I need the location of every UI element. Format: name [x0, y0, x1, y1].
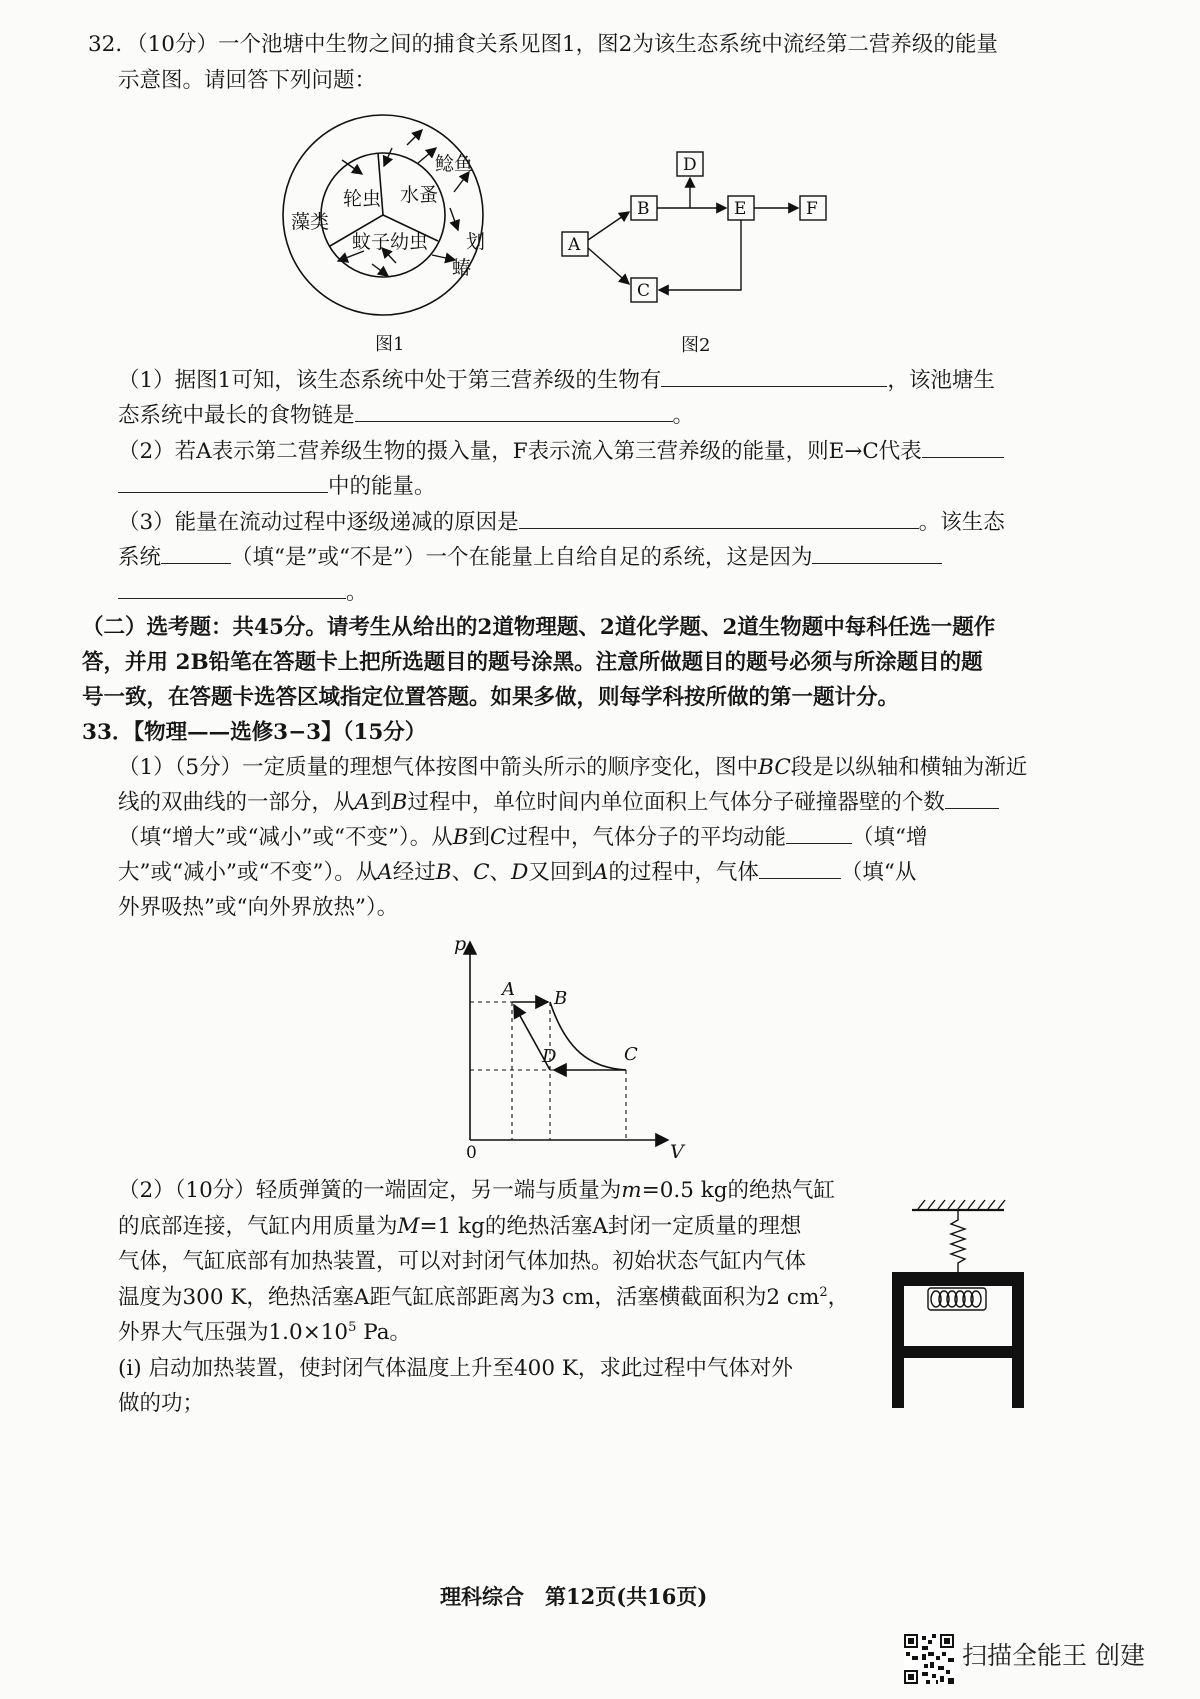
q33-part2-line-4: 温度为300 K，绝热活塞A距气缸底部距离为3 cm，活塞横截面积为2 $cm^2$， — [118, 1284, 850, 1310]
answer-blank-heat[interactable] — [759, 856, 841, 879]
section2-line-2: 答，并用 2B铅笔在答题卡上把所选题目的题号涂黑。注意所做题目的题号必须与所涂题目的题 — [82, 650, 983, 675]
segment-b-c — [550, 1002, 626, 1070]
q32-p1-line-2: 态系统中最长的食物链是 。 — [118, 399, 694, 432]
answer-blank-collisions[interactable] — [945, 786, 999, 809]
q33-title: 33．【物理——选修3−3】（15分） — [82, 720, 427, 745]
p-axis-label: p — [454, 933, 467, 955]
qr-code-icon — [904, 1634, 954, 1684]
node-b: B — [637, 199, 650, 219]
q33-part2-line-6: (i) 启动加热装置，使封闭气体温度上升至400 K，求此过程中气体对外 — [118, 1356, 793, 1381]
q32-p3-line-2: 系统 （填“是”或“不是”）一个在能量上自给自足的系统，这是因为 — [118, 541, 942, 574]
node-a: A — [568, 235, 581, 255]
answer-blank-third-level[interactable] — [661, 364, 887, 387]
node-e: E — [734, 199, 747, 219]
node-f: F — [806, 199, 818, 219]
q32-p3-line-3: 。 — [118, 576, 368, 609]
pv-graph — [440, 932, 700, 1160]
point-b-label: B — [554, 988, 568, 1009]
figure-2-caption: 图2 — [681, 335, 711, 356]
q33-part2-line-5: 外界大气压强为$1.0\times 10^5$ Pa。 — [118, 1319, 412, 1345]
q33-part1-line-3: （填“增大”或“减小”或“不变”）。从B到C过程中，气体分子的平均动能 （填“增 — [118, 821, 928, 854]
q33-part1-line-4: 大”或“减小”或“不变”）。从A经过B、C、D又回到A的过程中，气体 （填“从 — [118, 856, 916, 889]
answer-blank-kinetic-energy[interactable] — [786, 821, 852, 844]
cylinder-wall-right — [1012, 1286, 1024, 1408]
figure-1-food-web — [280, 108, 510, 358]
figure-2-energy-flow — [556, 140, 856, 360]
section2-line-1: （二）选考题：共45分。请考生从给出的2道物理题、2道化学题、2道生物题中每科任选一题作 — [82, 615, 996, 640]
scanner-watermark: 扫描全能王 创建 — [962, 1641, 1145, 1670]
q33-part2-line-3: 气体，气缸底部有加热装置，可以对封闭气体加热。初始状态气缸内气体 — [118, 1249, 807, 1274]
label-algae: 藻类 — [291, 211, 330, 233]
cylinder-wall-left — [892, 1286, 904, 1408]
q33-part2-line-1: （2）（10分）轻质弹簧的一端固定，另一端与质量为m=0.5 kg的绝热气缸 — [118, 1178, 836, 1203]
label-water-boatman-1: 划 — [466, 231, 486, 253]
answer-blank-e-to-c-1[interactable] — [922, 435, 1004, 458]
q33-part2-line-7: 做的功； — [118, 1391, 205, 1416]
label-carp: 鲶鱼 — [435, 153, 474, 175]
q32-line-2: 示意图。请回答下列问题： — [118, 68, 377, 93]
point-d-label: D — [542, 1046, 557, 1067]
q33-part2-line-2: 的底部连接，气缸内用质量为M=1 kg的绝热活塞A封闭一定质量的理想 — [118, 1214, 802, 1239]
label-waterflea: 水蚤 — [400, 184, 439, 206]
q32-line-1: 32．（10分）一个池塘中生物之间的捕食关系见图1，图2为该生态系统中流经第二营养级的能量 — [88, 32, 998, 57]
answer-blank-e-to-c-2[interactable] — [118, 470, 328, 493]
answer-blank-self-sufficient[interactable] — [161, 541, 231, 564]
q33-part1-line-1: （1）（5分）一定质量的理想气体按图中箭头所示的顺序变化，图中BC段是以纵轴和横轴为渐近 — [118, 755, 1028, 780]
point-a-label: A — [502, 979, 515, 1000]
page-footer: 理科综合 第12页(共16页) — [440, 1584, 708, 1609]
label-water-boatman-2: 蝽 — [452, 257, 472, 279]
figure-1-caption: 图1 — [375, 334, 405, 355]
origin-label: 0 — [466, 1143, 477, 1160]
answer-blank-longest-chain[interactable] — [355, 399, 673, 422]
spring — [951, 1210, 965, 1272]
heater-coil — [928, 1288, 986, 1310]
q33-part1-line-2: 线的双曲线的一部分，从A到B过程中，单位时间内单位面积上气体分子碰撞器壁的个数 — [118, 786, 999, 819]
v-axis-label: V — [670, 1141, 684, 1160]
answer-blank-because-2[interactable] — [118, 576, 346, 599]
point-c-label: C — [624, 1044, 638, 1065]
node-d: D — [683, 155, 697, 175]
section2-line-3: 号一致，在答题卡选答区域指定位置答题。如果多做，则每学科按所做的第一题计分。 — [82, 685, 900, 710]
label-rotifer: 轮虫 — [343, 188, 382, 210]
q32-p1-line-1: （1）据图1可知，该生态系统中处于第三营养级的生物有 ，该池塘生 — [118, 364, 995, 397]
q32-p2-line-2: 中的能量。 — [118, 470, 436, 503]
answer-blank-decrease-reason[interactable] — [519, 506, 919, 529]
piston-a — [904, 1346, 1012, 1358]
label-mosquito-larva: 蚊子幼虫 — [352, 231, 429, 253]
answer-blank-because-1[interactable] — [812, 541, 942, 564]
q33-part1-line-5: 外界吸热”或“向外界放热”）。 — [118, 895, 399, 920]
q32-p3-line-1: （3）能量在流动过程中逐级递减的原因是 。该生态 — [118, 506, 1005, 539]
spring-cylinder-figure — [882, 1192, 1032, 1422]
cylinder-bottom — [892, 1272, 1024, 1286]
q32-p2-line-1: （2）若A表示第二营养级生物的摄入量，F表示流入第三营养级的能量，则E→C代表 — [118, 435, 1004, 468]
node-c: C — [637, 281, 651, 301]
